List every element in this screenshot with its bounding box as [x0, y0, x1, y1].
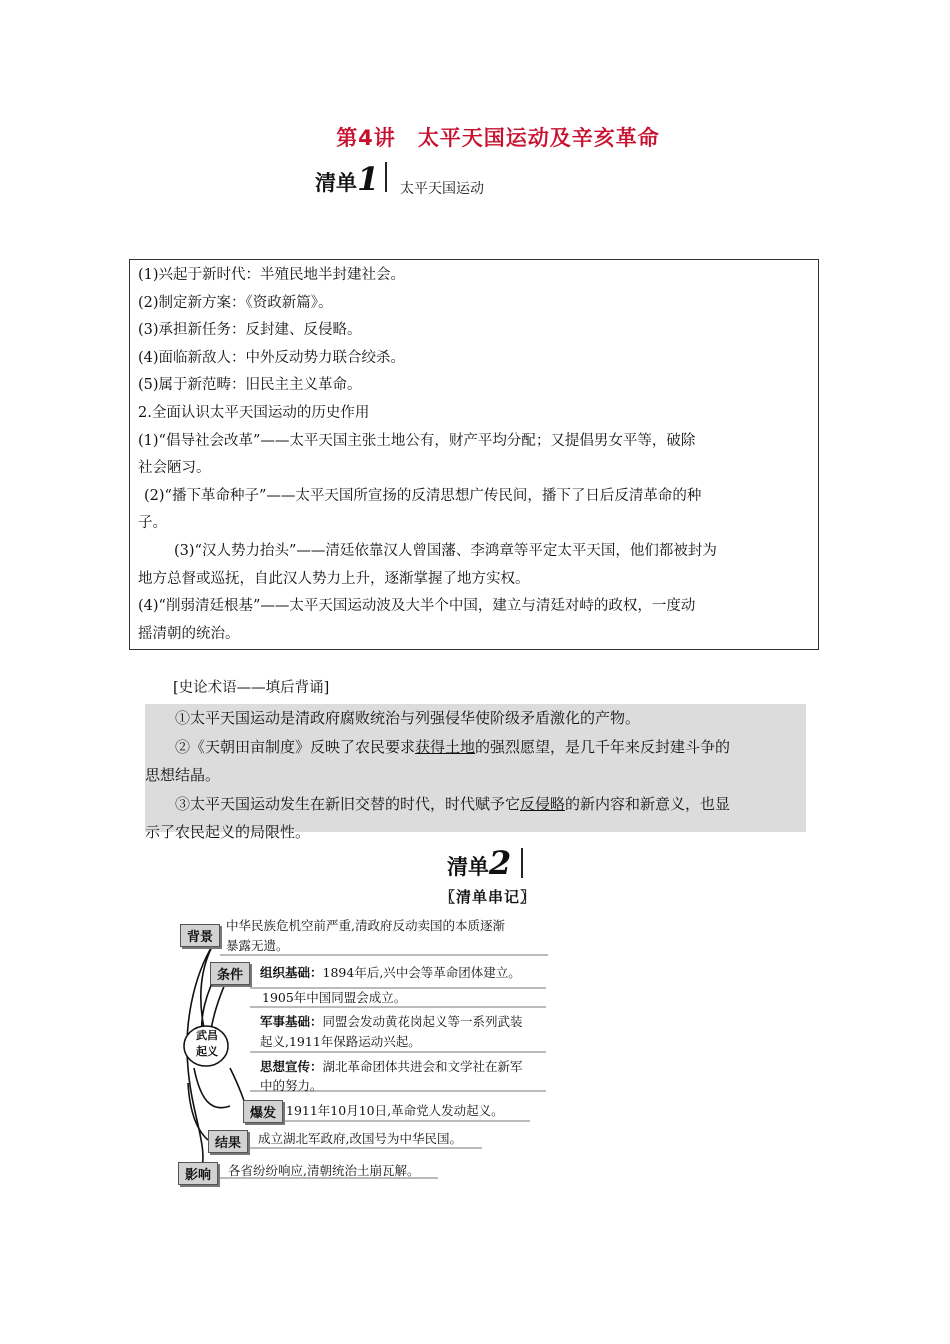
term-3-text: ③太平天国运动发生在新旧交替的时代，时代赋予它: [175, 794, 521, 813]
impact-text: 各省纷纷响应,清朝统治土崩瓦解。: [228, 1163, 420, 1178]
list1-heading: [315, 160, 379, 198]
content-box: [129, 259, 819, 650]
terms-block: [145, 704, 806, 841]
term-3-cont: 示了农民起义的局限性。: [145, 823, 311, 841]
text-line: 1894年后,兴中会等革命团体建立。: [322, 965, 521, 980]
box-line: (2)制定新方案：《资政新篇》。: [138, 294, 333, 311]
list1-divider: [385, 162, 387, 192]
center-label-line: 起义: [196, 1045, 218, 1058]
box-line: (3)承担新任务：反封建、反侵略。: [138, 322, 362, 339]
military-basis: [260, 1012, 523, 1032]
term-2: [145, 733, 806, 762]
box-line: (4)“削弱清廷根基”——太平天国运动波及大半个中国，建立与清廷对峙的政权，一度动: [138, 598, 696, 615]
text-line: 1905年中国同盟会成立。: [262, 990, 407, 1005]
background-text: [226, 916, 505, 956]
ideology-basis: [260, 1057, 523, 1077]
ideology-label: 思想宣传：: [260, 1059, 323, 1074]
term-1: ①太平天国运动是清政府腐败统治与列强侵华使阶级矛盾激化的产物。: [175, 709, 641, 727]
box-line: (5)属于新范畴：旧民主主义革命。: [138, 377, 362, 394]
term-3-text: 的新内容和新意义，也显: [565, 794, 731, 813]
terms-label: [史论术语——填后背诵]: [173, 680, 330, 696]
list1-label: 清单: [315, 171, 357, 195]
org-basis: [260, 963, 521, 983]
text-line: 中的努力。: [260, 1078, 323, 1093]
list2-bracket-title: 〖清单串记〗: [440, 888, 537, 906]
text-line: 暴露无遗。: [226, 938, 289, 953]
list2-heading: [447, 844, 511, 882]
center-label: [192, 1028, 222, 1060]
node-outbreak: 爆发: [243, 1100, 283, 1123]
term-3-blank: 反侵略: [520, 794, 566, 813]
list2-label: 清单: [447, 855, 489, 879]
term-2-cont: 思想结晶。: [145, 766, 221, 784]
list1-number: 1: [357, 160, 380, 198]
box-line: (1)兴起于新时代：半殖民地半封建社会。: [138, 267, 406, 283]
military-label: 军事基础：: [260, 1014, 323, 1029]
node-conditions: 条件: [210, 962, 250, 985]
text-line: 湖北革命团体共进会和文学社在新军: [322, 1059, 523, 1074]
page-title: [0, 122, 950, 152]
branch-line: [194, 1068, 230, 1108]
term-2-text: 的强烈愿望，是几千年来反封建斗争的: [475, 737, 731, 756]
list1-subtitle: 太平天国运动: [400, 181, 484, 197]
box-line: 摇清朝的统治。: [138, 625, 240, 642]
result-text: 成立湖北军政府,改国号为中华民国。: [258, 1131, 462, 1146]
box-line: 2.全面认识太平天国运动的历史作用: [138, 404, 370, 421]
box-line: (3)“汉人势力抬头”——清廷依靠汉人曾国藩、李鸿章等平定太平天国，他们都被封为: [174, 542, 717, 559]
box-line: (4)面临新敌人：中外反动势力联合绞杀。: [138, 349, 406, 366]
node-result: 结果: [208, 1130, 248, 1153]
org-label: 组织基础：: [260, 965, 323, 980]
box-line: (1)“倡导社会改革”——太平天国主张土地公有，财产平均分配；又提倡男女平等，破除: [138, 432, 696, 449]
mindmap-diagram: [170, 908, 570, 1198]
box-line: 子。: [138, 515, 167, 532]
center-label-line: 武昌: [196, 1029, 218, 1042]
text-line: 同盟会发动黄花岗起义等一系列武装: [322, 1014, 523, 1029]
list2-divider: [521, 848, 523, 878]
text-line: 起义,1911年保路运动兴起。: [260, 1034, 421, 1049]
box-line: (2)“播下革命种子”——太平天国所宣扬的反清思想广传民间，播下了日后反清革命的种: [144, 487, 702, 504]
lecture-topic: 太平天国运动及辛亥革命: [417, 126, 660, 150]
list2-number: 2: [489, 844, 512, 882]
term-2-text: ②《天朝田亩制度》反映了农民要求: [175, 737, 416, 756]
term-2-blank: 获得土地: [415, 737, 476, 756]
text-line: 中华民族危机空前严重,清政府反动卖国的本质逐渐: [226, 918, 505, 933]
term-3: [145, 790, 806, 819]
box-line: 地方总督或巡抚，自此汉人势力上升，逐渐掌握了地方实权。: [138, 570, 530, 587]
node-impact: 影响: [178, 1162, 218, 1185]
node-background: 背景: [180, 924, 220, 947]
outbreak-text: 1911年10月10日,革命党人发动起义。: [286, 1103, 504, 1118]
box-line: 社会陋习。: [138, 460, 211, 477]
lecture-number: 第4讲: [336, 126, 396, 150]
